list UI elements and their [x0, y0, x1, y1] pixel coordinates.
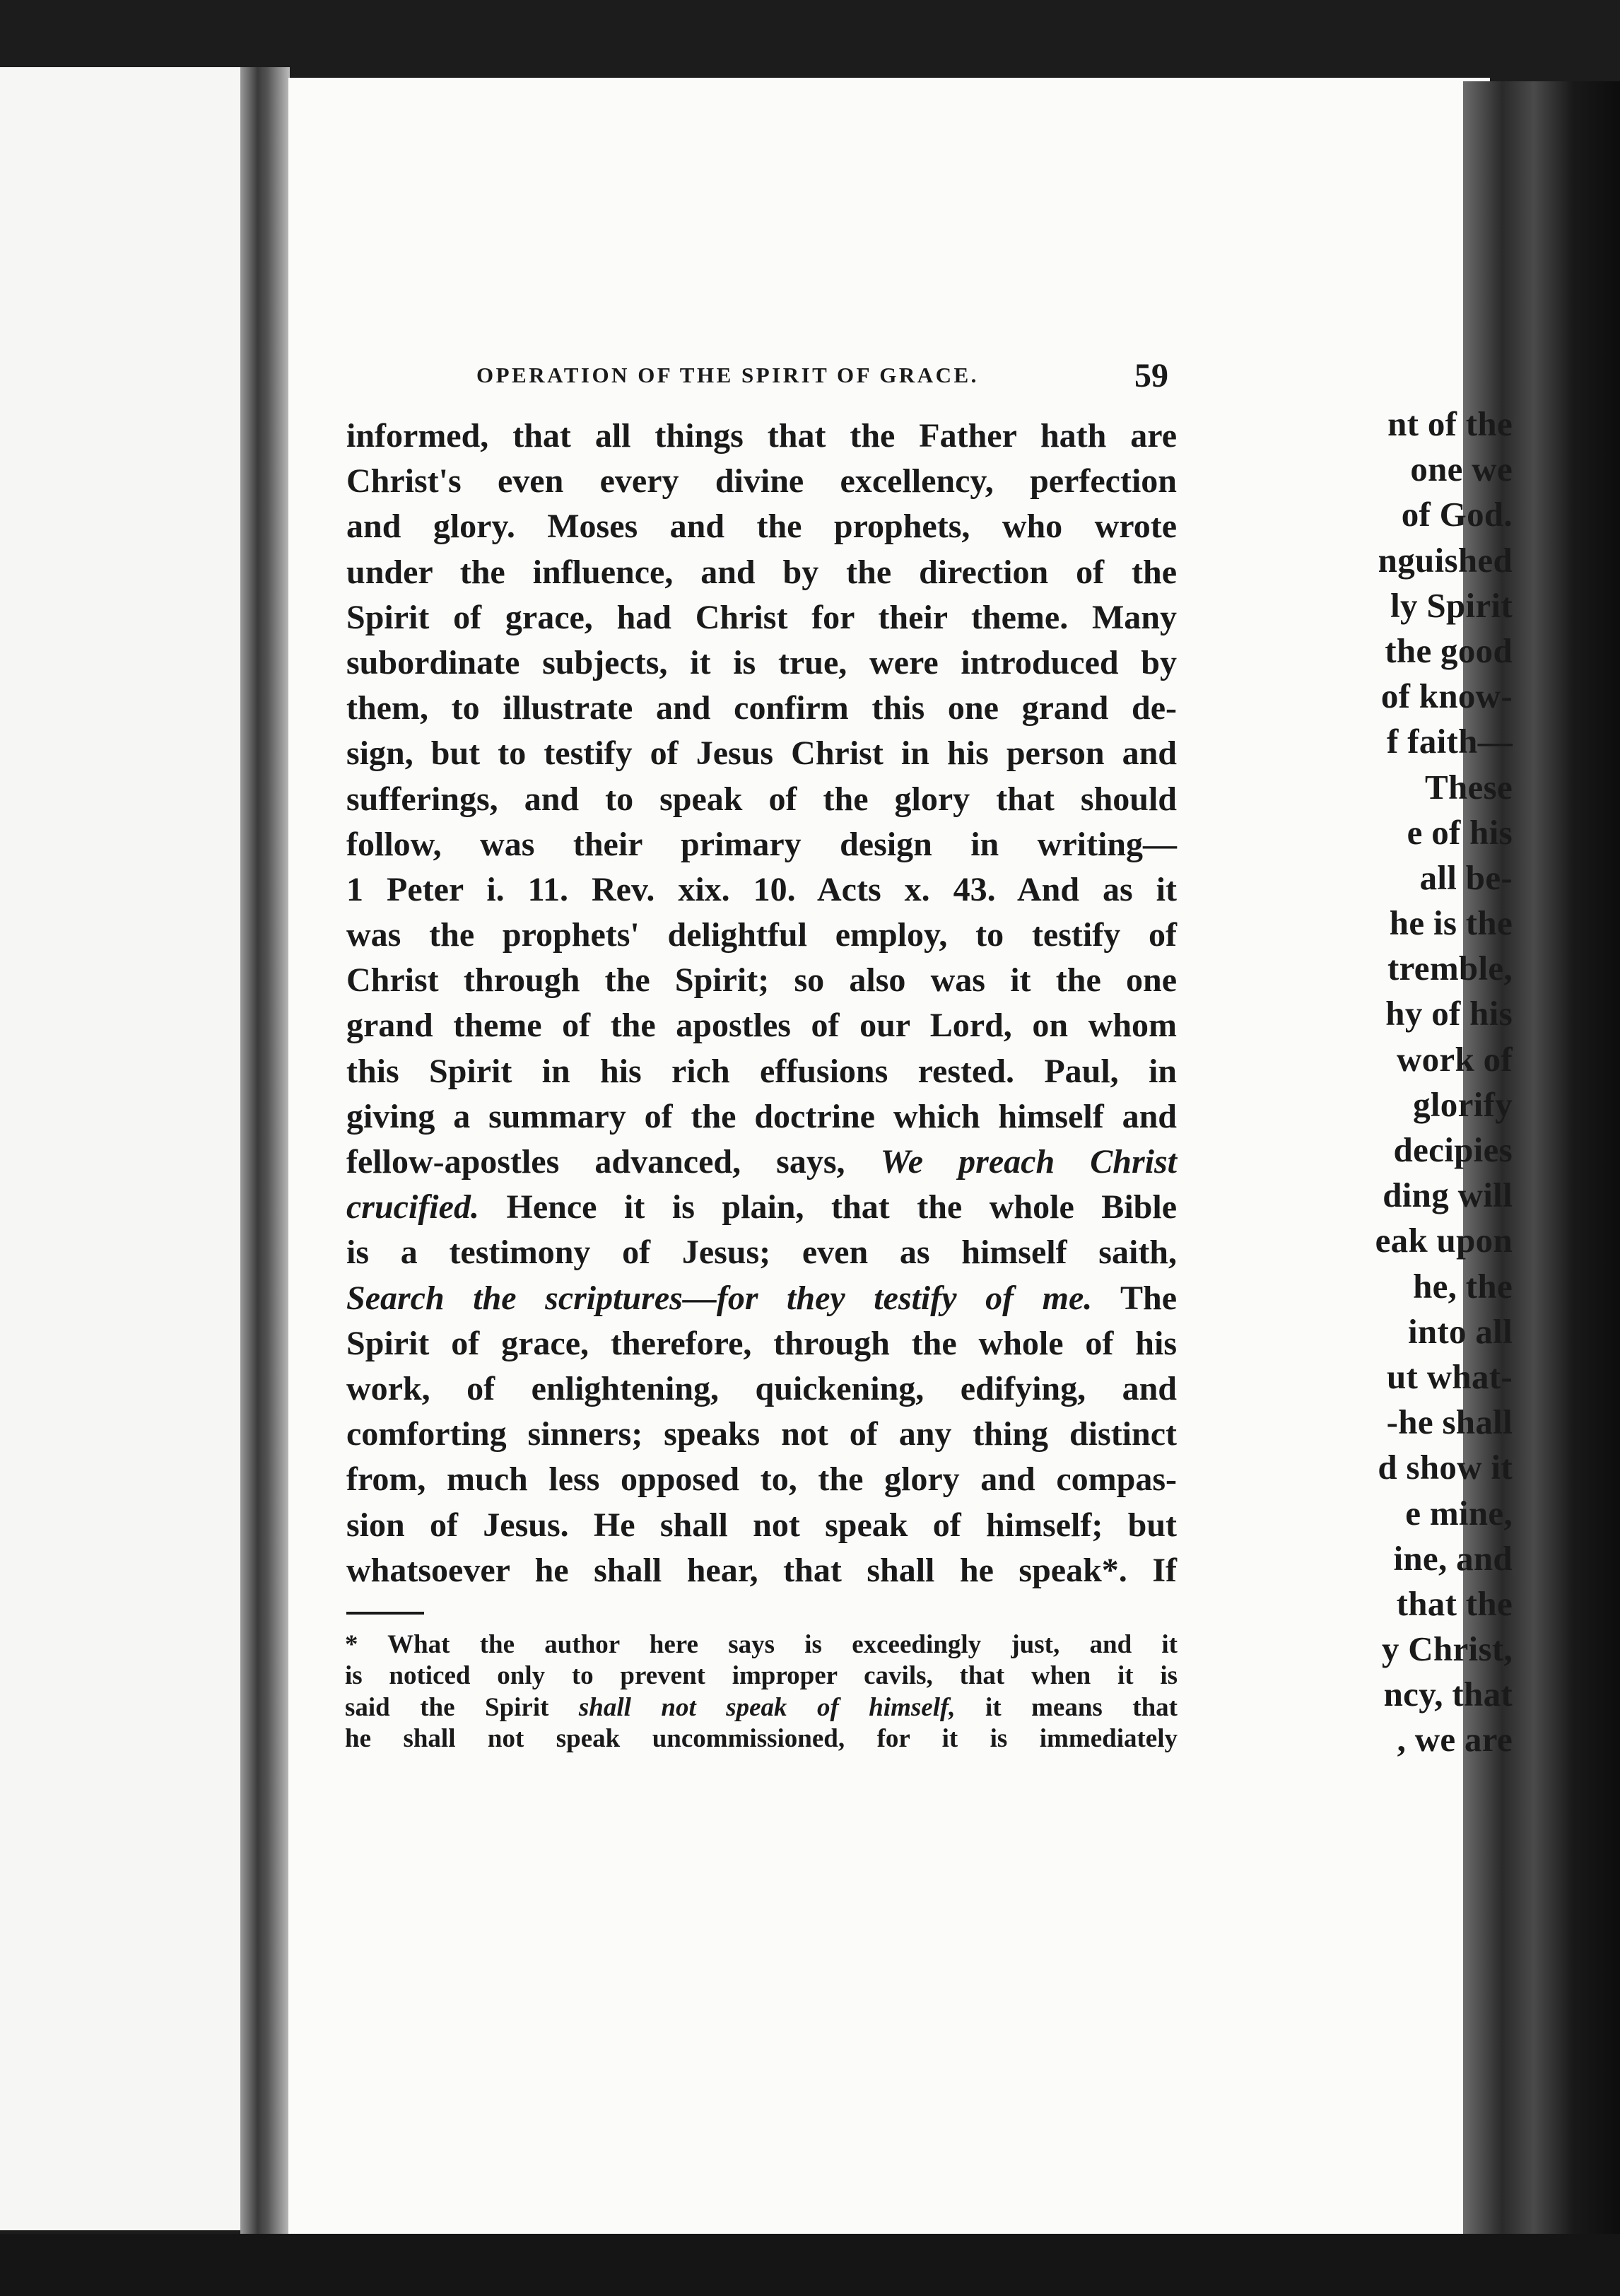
body-text-line: them, to illustrate and confirm this one grand de- [346, 689, 1177, 727]
body-text-line: follow, was their primary design in writing— [346, 825, 1177, 863]
body-text-line: work, of enlightening, quickening, edifying, and [346, 1369, 1177, 1407]
left-fragments-line: work of [1396, 1039, 1513, 1079]
left-fragments-line: all be- [1419, 857, 1513, 897]
left-fragments-line: nguished [1378, 540, 1513, 580]
left-fragments-line: decipies [1393, 1130, 1513, 1169]
body-text-line: sion of Jesus. He shall not speak of himself; but [346, 1506, 1177, 1544]
footnote-rule [346, 1612, 424, 1615]
left-fragments-line: of know- [1380, 676, 1513, 716]
left-facing-page [0, 67, 249, 2230]
footnote-line: is noticed only to prevent improper cavils, that when it is [345, 1661, 1178, 1691]
body-text-line: was the prophets' delightful employ, to testify of [346, 916, 1177, 954]
left-fragments-line: These [1425, 767, 1513, 807]
left-fragments-line: d show it [1378, 1448, 1513, 1487]
book-gutter [240, 67, 290, 2234]
left-fragments-line: ncy, that [1383, 1675, 1513, 1714]
body-text-line: and glory. Moses and the prophets, who wrote [346, 508, 1177, 546]
body-text-line: is a testimony of Jesus; even as himself saith, [346, 1234, 1177, 1272]
left-fragments-line: one we [1410, 450, 1513, 489]
body-text-line: whatsoever he shall hear, that shall he speak*. If [346, 1551, 1177, 1589]
left-fragments-line: ut what- [1387, 1357, 1513, 1396]
body-text-line: Spirit of grace, had Christ for their theme. Many [346, 598, 1177, 636]
left-fragments-line: glorify [1413, 1084, 1513, 1124]
left-fragments-line: that the [1396, 1583, 1513, 1623]
left-fragments-line: into all [1407, 1311, 1513, 1351]
footnote [345, 1629, 1178, 1755]
body-text-line: this Spirit in his rich effusions rested. Paul, in [346, 1052, 1177, 1090]
left-fragments-line: e mine, [1405, 1493, 1513, 1533]
body-text-line: subordinate subjects, it is true, were introduced by [346, 643, 1177, 681]
left-fragments-line: tremble, [1387, 949, 1513, 988]
left-fragments-line: y Christ, [1381, 1629, 1513, 1669]
left-fragments-line: hy of his [1385, 994, 1513, 1033]
body-text-line: fellow-apostles advanced, says, We preach Christ [346, 1143, 1178, 1181]
body-text-line: under the influence, and by the direction of the [346, 553, 1177, 591]
left-fragments-line: eak upon [1375, 1221, 1513, 1260]
body-text-line: Christ through the Spirit; so also was it the one [346, 961, 1177, 1000]
left-fragments-line: of God. [1401, 495, 1513, 534]
body-text-line: Spirit of grace, therefore, through the whole of his [346, 1324, 1177, 1362]
left-fragments-line: e of his [1407, 812, 1513, 852]
body-text-line: grand theme of the apostles of our Lord, on whom [346, 1007, 1177, 1045]
left-fragments-line: ine, and [1393, 1538, 1513, 1578]
body-text-line: comforting sinners; speaks not of any thing distinct [346, 1415, 1177, 1453]
body-text-line: sign, but to testify of Jesus Christ in his person and [346, 734, 1177, 773]
running-head: OPERATION OF THE SPIRIT OF GRACE. [476, 363, 979, 387]
left-fragments-line: f faith— [1387, 722, 1513, 761]
footnote-line: said the Spirit shall not speak of himself, it means that [345, 1692, 1178, 1722]
left-fragments-line: the good [1385, 631, 1513, 670]
body-text-line: informed, that all things that the Father hath are [346, 417, 1177, 455]
left-fragments-line: ding will [1383, 1176, 1513, 1215]
scan-border [0, 2234, 1620, 2296]
left-fragments-line: nt of the [1387, 404, 1513, 443]
body-text-line: from, much less opposed to, the glory and compas- [346, 1460, 1177, 1499]
body-text-line: 1 Peter i. 11. Rev. xix. 10. Acts x. 43. And as it [346, 870, 1177, 908]
body-text [346, 414, 1177, 1593]
left-fragments-line: he, the [1413, 1266, 1513, 1306]
body-text-line: crucified. Hence it is plain, that the whole Bible [346, 1188, 1177, 1226]
left-fragments-line: -he shall [1386, 1402, 1513, 1442]
page-number: 59 [1134, 357, 1168, 394]
body-text-line: sufferings, and to speak of the glory that should [346, 780, 1177, 818]
left-fragments-line: ly Spirit [1390, 585, 1513, 625]
body-text-line: giving a summary of the doctrine which himself and [346, 1097, 1177, 1135]
footnote-line: * What the author here says is exceedingly just, and it [345, 1630, 1178, 1659]
body-text-line: Search the scriptures—for they testify of me. The [346, 1279, 1178, 1317]
left-fragments-line: he is the [1389, 903, 1513, 943]
left-fragments-line: , we are [1397, 1720, 1513, 1759]
left-page-text-fragments [1375, 402, 1513, 1763]
body-text-line: Christ's even every divine excellency, perfection [346, 462, 1177, 500]
footnote-line: he shall not speak uncommissioned, for it is immediately [345, 1723, 1178, 1753]
